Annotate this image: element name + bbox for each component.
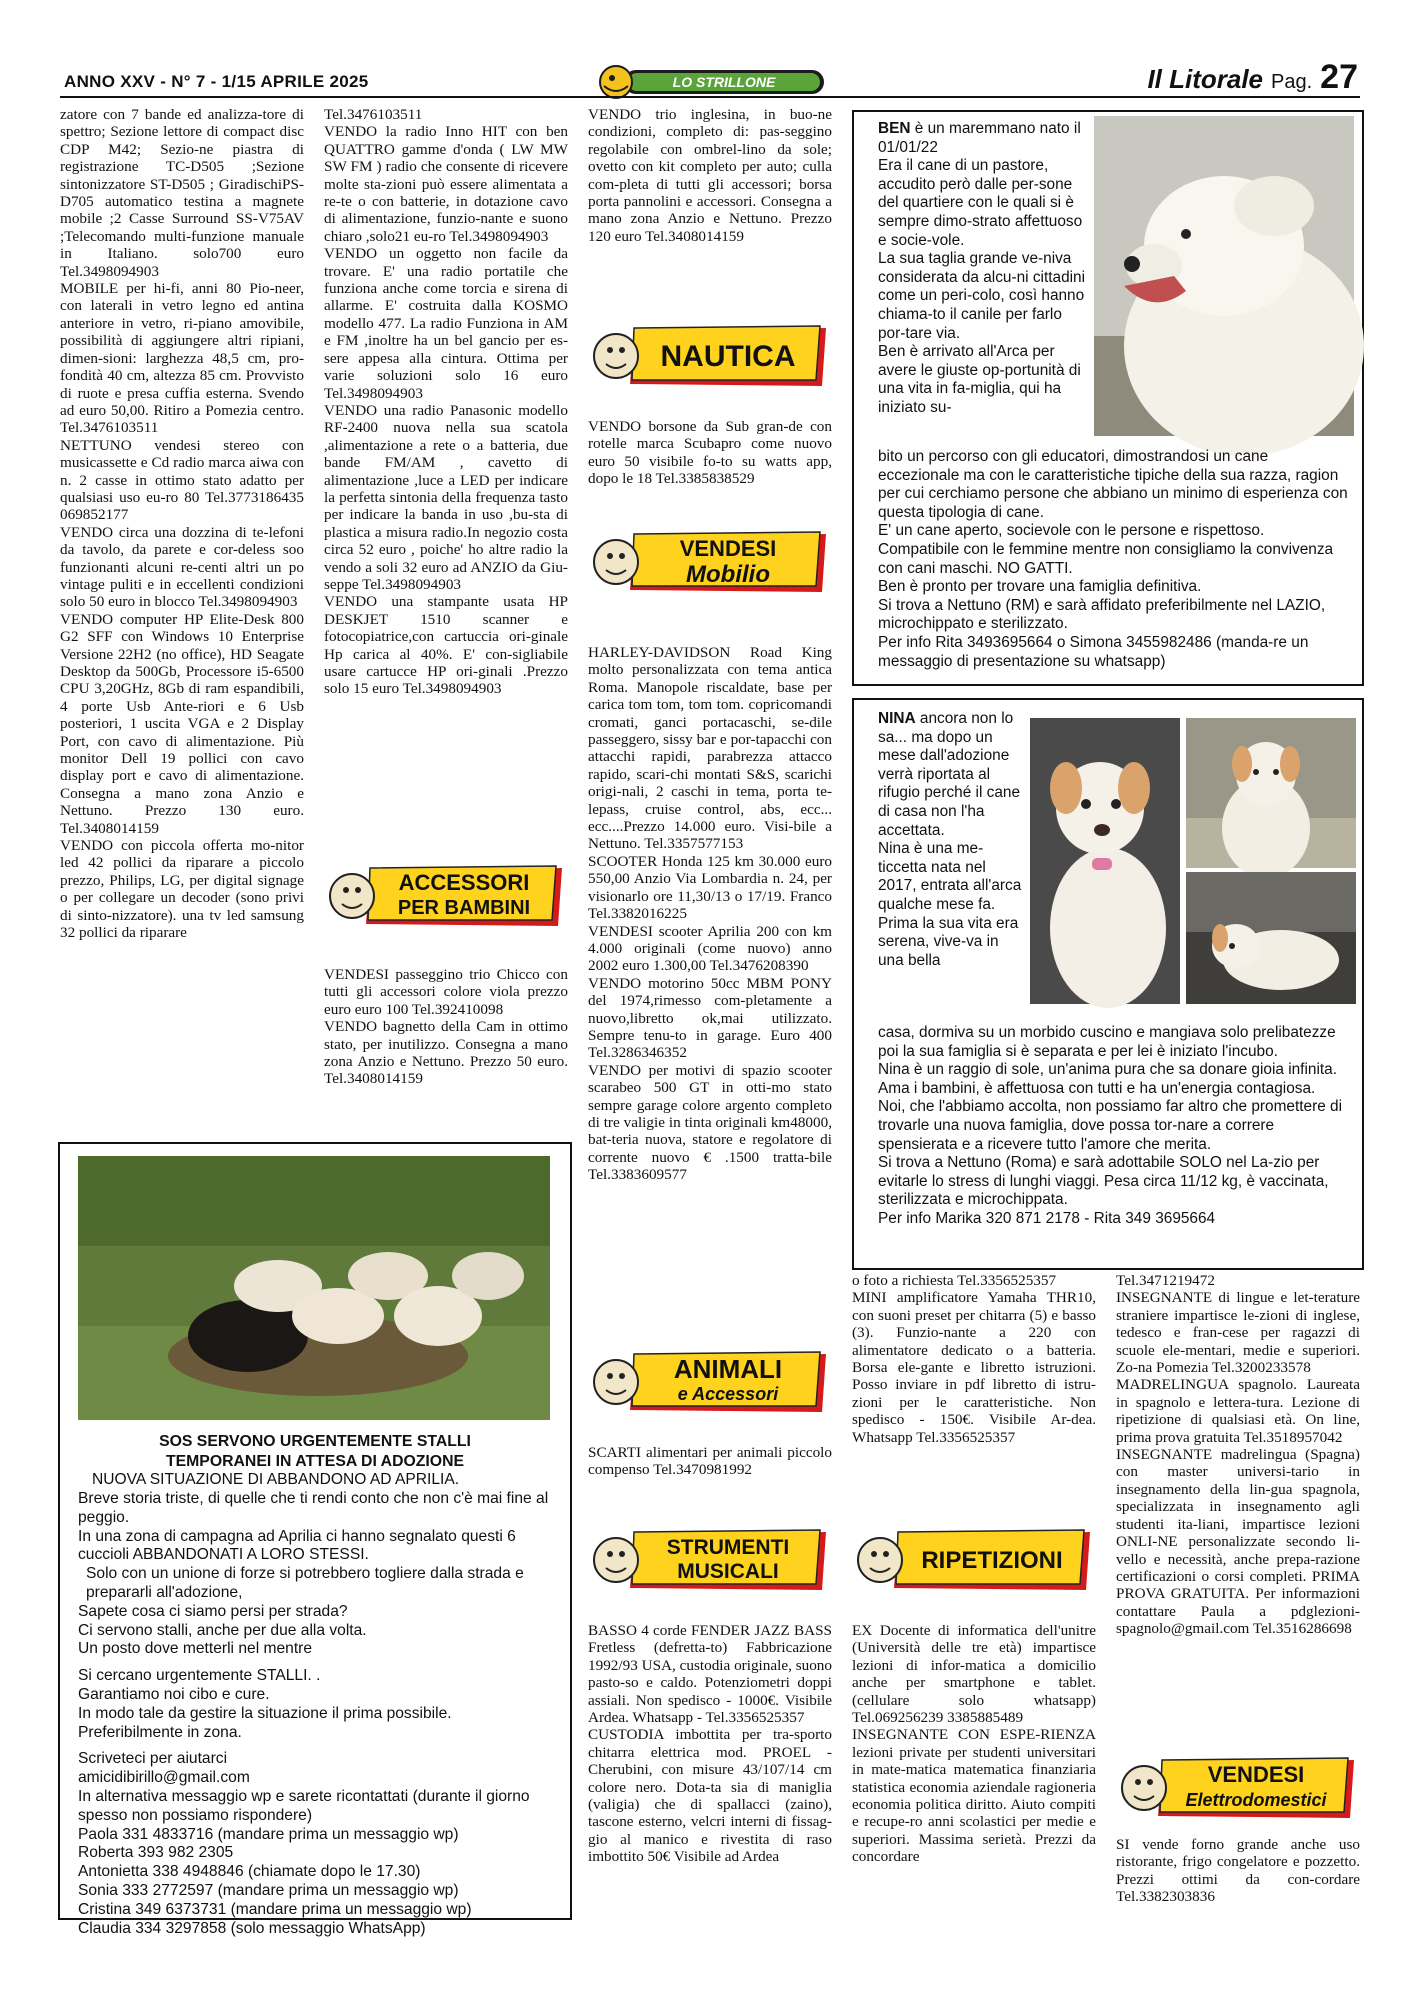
sos-contact: Antonietta 338 4948846 (chiamate dopo le 17.30) xyxy=(78,1863,421,1881)
ad-text: EX Docente di informatica dell'unitre (Università delle tre età) impartisce lezioni di infor-matica a domicilio anche per smartphone e tablet. (cellulare solo whatsapp) Tel.069256239 3385885489 xyxy=(852,1622,1096,1727)
ben-intro: è un maremmano nato il 01/01/22 xyxy=(878,120,1081,156)
ad-text: VENDO con piccola offerta mo-nitor led 42 pollici da riparare a piccolo prezzo, Philips, LG, per digital signage o per collegare un decoder (sono privi di sinto-nizzatore). una tv led samsung 32 pollici da riparare xyxy=(60,837,304,942)
sos-line: Sapete cosa ci siamo persi per strada? xyxy=(78,1602,348,1620)
dog-photo-icon xyxy=(1030,718,1180,1004)
nina-photo-bottom-right xyxy=(1186,872,1356,1004)
ben-contact: Per info Rita 3493695664 o Simona 3455982486 (manda-re un messaggio di presentazione su whatsapp) xyxy=(878,633,1309,670)
banner-label: PER BAMBINI xyxy=(397,897,531,919)
sos-line: In modo tale da gestire la situazione il prima possibile. xyxy=(78,1704,452,1722)
banner-label: Mobilio xyxy=(686,561,770,588)
sos-line: In alternativa messaggio wp e sarete ricontattati (durante il giorno spesso non possiamo rispondere) xyxy=(78,1787,530,1824)
dog-photo-icon xyxy=(1186,718,1356,868)
sos-text xyxy=(78,1432,552,1938)
nina-name: NINA xyxy=(878,710,916,727)
sos-email: amicidibirillo@gmail.com xyxy=(78,1769,250,1787)
ben-paragraph: bito un percorso con gli educatori, dimostrandosi un cane eccezionale ma con le caratteristiche tipiche della sua razza, ragion per cui cerchiamo persone che abbiano un minimo di esperienza con questa tipologia di cane. xyxy=(878,448,1348,521)
ad-text: NETTUNO vendesi stereo con musicassette e Cd radio marca aiwa con n. 2 casse in ottimo stato adatto per qualsiasi uso eu-ro 80 Tel.3773186435 069852177 xyxy=(60,436,304,524)
ben-paragraph: Si trova a Nettuno (RM) e sarà affidato preferibilmente nel LAZIO, microchippato e sterilizzato. xyxy=(878,596,1326,633)
banner-label: STRUMENTI xyxy=(666,1536,790,1559)
nina-text-narrow xyxy=(878,710,1024,970)
sos-line: Garantiamo noi cibo e cure. xyxy=(78,1685,270,1703)
banner-accessori-bambini xyxy=(326,862,566,932)
sos-line: Un posto dove metterli nel mentre xyxy=(78,1640,313,1658)
ben-paragraph: Ben è pronto per trovare una famiglia definitiva. xyxy=(878,578,1202,596)
sos-contact: Claudia 334 3297858 (solo messaggio WhatsApp) xyxy=(78,1919,426,1937)
page-label: Pag. xyxy=(1271,71,1313,93)
ad-text: INSEGNANTE CON ESPE-RIENZA lezioni private per studenti universitari in mate-matica matematica finanziaria statistica economia aziendale ragioneria economia politica diritto. Aiuto compiti e recupe-ro anni scolastici per medie e superiori. Massima serietà. Prezzi da concordare xyxy=(852,1726,1096,1866)
ad-text: VENDO bagnetto della Cam in ottimo stato, per inutilizzo. Consegna a mano zona Anzio e Nettuno. Prezzo 50 euro. Tel.3408014159 xyxy=(324,1018,568,1088)
banner-label: ACCESSORI xyxy=(398,870,530,895)
sos-contact: Cristina 349 6373731 (mandare prima un messaggio wp) xyxy=(78,1900,472,1918)
ad-text: SI vende forno grande anche uso ristorante, frigo congelatore e pozzetto. Prezzi ottimi da con-cordare Tel.3382303836 xyxy=(1116,1836,1360,1906)
nina-contact: Per info Marika 320 871 2178 - Rita 349 3695664 xyxy=(878,1209,1216,1227)
ad-text: zatore con 7 bande ed analizza-tore di spettro; Sezione lettore di compact disc CDP M42; Sezio-ne piastra di registrazione TC-D505 ;Sezione sintonizzatore ST-D505 ; GiradischiPS-D705 automatico testina a magnete mobile ;2 Casse Surround SS-V75AV ;Telecomando multi-funzione manuale in Italiano. solo700 euro Tel.3498094903 xyxy=(60,106,304,280)
sos-contact: Roberta 393 982 2305 xyxy=(78,1844,234,1862)
column-5-elettro xyxy=(1116,1836,1360,1916)
sos-contact: Paola 331 4833716 (mandare prima un messaggio wp) xyxy=(78,1825,459,1843)
ad-text: Tel.3476103511 xyxy=(324,106,423,123)
logo-text: LO STRILLONE xyxy=(672,74,776,90)
ad-text: MADRELINGUA spagnolo. Laureata in spagnolo e lettera-tura. Lezione di ripetizione di qualsiasi età. On line, prima prova gratuita Tel.3518957042 xyxy=(1116,1376,1360,1446)
nina-paragraph: Nina è un raggio di sole, un'anima pura che sa donare gioia infinita. Ama i bambini, è affettuosa con tutti e ha un'energia contagiosa. xyxy=(878,1061,1337,1097)
sos-line: Preferibilmente in zona. xyxy=(78,1723,242,1741)
banner-label: ANIMALI xyxy=(673,1354,783,1384)
issue-line: ANNO XXV - N° 7 - 1/15 APRILE 2025 xyxy=(64,72,369,91)
banner-ripetizioni xyxy=(854,1526,1094,1596)
ad-text: VENDO trio inglesina, in buo-ne condizioni, completo di: pas-seggino regolabile con ombrel-lino da sole; ovetto con kit completo per auto; culla com-pleta di tutti gli accessori; borsa porta pannolini e accessori. Consegna a mano zona Anzio e Nettuno. Prezzo 120 euro Tel.3408014159 xyxy=(588,106,832,245)
ben-photo xyxy=(1094,116,1354,436)
ad-text: MINI amplificatore Yamaha THR10, con suoni preset per chitarra (5) e basso (3). Funzio-nante a 220 con alimentatore dedicato o a batteria. Borsa ele-gante e libretto istruzioni. Posso inviare in pdf libretto di istru-zioni per le caratteristiche. Non spedisco - 150€. Visibile Ar-dea. Whatsapp Tel.3356525357 xyxy=(852,1289,1096,1446)
ad-text: VENDO un oggetto non facile da trovare. E' una radio portatile che funziona anche come torcia e sirena di allarme. E' costruita dalla KOSMO modello 477. La radio Funziona in AM e FM ,inoltre ha un bel gancio per es-sere appesa alla cintura. Ottima per varie soluzioni solo 16 euro Tel.3498094903 xyxy=(324,245,568,402)
banner-label: VENDESI xyxy=(679,536,777,561)
nina-paragraph: Noi, che l'abbiamo accolta, non possiamo far altro che promettere di trovarle una nuova famiglia, dove possa tor-nare a correre spensierata e a ricevere tutto l'amore che merita. xyxy=(878,1098,1343,1153)
column-4-ripetizioni xyxy=(852,1622,1096,1962)
ben-adoption-box xyxy=(852,110,1364,686)
ben-paragraph: La sua taglia grande ve-niva considerata da alcu-ni cittadini come un peri-colo, così hanno chiama-to il canile per farlo por-tare via. xyxy=(878,250,1086,342)
banner-label: Elettrodomestici xyxy=(1185,1790,1327,1810)
banner-vendesi-mobilio xyxy=(590,528,830,598)
sos-line: In una zona di campagna ad Aprilia ci hanno segnalato questi 6 cuccioli ABBANDONATI A LORO STESSI. xyxy=(78,1527,516,1564)
header-rule xyxy=(60,96,1360,98)
column-3-nautica xyxy=(588,418,832,508)
banner-label: e Accessori xyxy=(677,1384,779,1404)
banner-label: NAUTICA xyxy=(660,340,796,373)
ben-paragraph: E' un cane aperto, socievole con le persone e rispettoso. Compatibile con le femmine mentre non consigliamo la convivenza con cani maschi. NO GATTI. xyxy=(878,522,1334,577)
banner-strumenti-musicali xyxy=(590,1526,830,1596)
dog-photo-icon xyxy=(1094,116,1354,436)
ben-name: BEN xyxy=(878,120,911,137)
banner-animali xyxy=(590,1348,830,1418)
nina-photo-top-right xyxy=(1186,718,1356,868)
nina-intro: ancora non lo sa... ma dopo un mese dall'adozione verrà riportata al rifugio perché il cane di casa non l'ha accettata. xyxy=(878,710,1021,839)
ad-text: VENDO la radio Inno HIT con ben QUATTRO gamme d'onda ( LW MW SW FM ) radio che consente di ricevere molte sta-zioni può essere alimentata a re-te o con batterie, in dotazione cavo di alimentazione, funzio-nante e suono chiaro ,solo21 eu-ro Tel.3498094903 xyxy=(324,123,568,245)
banner-nautica xyxy=(590,322,830,392)
nina-paragraph: casa, dormiva su un morbido cuscino e mangiava solo prelibatezze poi la sua famiglia si è separata e per lei è iniziato l'incubo. xyxy=(878,1024,1336,1060)
sos-title: TEMPORANEI IN ATTESA DI ADOZIONE xyxy=(165,1452,465,1470)
sos-line: Si cercano urgentemente STALLI. . xyxy=(78,1667,321,1685)
nina-text-wide xyxy=(878,1024,1348,1229)
ad-text: VENDO circa una dozzina di te-lefoni da tavolo, da parete e cor-deless soo funzionanti alcuni re-centi altri un po vintage puliti e in eccellenti condizioni solo 50 euro in blocco Tel.3498094903 xyxy=(60,523,304,611)
ad-text: Tel.3471219472 xyxy=(1116,1272,1215,1289)
column-2 xyxy=(324,106,568,848)
ad-text: SCARTI alimentari per animali piccolo compenso Tel.3470981992 xyxy=(588,1444,832,1479)
sos-line: NUOVA SITUAZIONE DI ABBANDONO AD APRILIA. xyxy=(92,1471,460,1489)
banner-label: VENDESI xyxy=(1207,1762,1305,1787)
banner-vendesi-elettrodomestici xyxy=(1118,1754,1358,1824)
column-3-strumenti xyxy=(588,1622,832,1962)
ben-text-wide xyxy=(878,448,1348,671)
ad-text: o foto a richiesta Tel.3356525357 xyxy=(852,1272,1057,1289)
sos-contact: Sonia 333 2772597 (mandare prima un messaggio wp) xyxy=(78,1881,459,1899)
ad-text: VENDESI passeggino trio Chicco con tutti gli accessori colore viola prezzo euro euro 100 Tel.392410098 xyxy=(324,966,568,1018)
ad-text: INSEGNANTE madrelingua (Spagna) con master universi-tario in insegnamento della lin-gua spagnola, specializzata in insegnamento agli studenti ita-liani, impartisce lezioni ONLI-NE personalizzate secondo li-vello e necessità, anche prepa-razione certificazioni o corsi completi. PRIMA PROVA GRATUITA. Per informazioni contattare Paula a pdglezioni-spagnolo@gmail.com Tel.3516286698 xyxy=(1116,1446,1360,1638)
ad-text: VENDESI scooter Aprilia 200 con km 4.000 originali (come nuovo) anno 2002 euro 1.300,00 Tel.3476208390 xyxy=(588,922,832,975)
ad-text: VENDO motorino 50cc MBM PONY del 1974,rimesso com-pletamente a nuovo,libretto ok,mai utilizzato. Sempre tenu-to in garage. Euro 400 Tel.3286346352 xyxy=(588,974,832,1062)
ben-paragraph: Era il cane di un pastore, accudito però dalle per-sone del quartiere con le quali si è sempre dimo-strato affettuoso e socie-vole. xyxy=(878,157,1083,249)
column-3-animali xyxy=(588,1444,832,1504)
page-number: 27 xyxy=(1320,58,1358,96)
banner-label: MUSICALI xyxy=(677,1560,779,1583)
sos-line: Breve storia triste, di quelle che ti rendi conto che non c'è mai fine al peggio. xyxy=(78,1489,549,1526)
column-4-top xyxy=(852,1272,1096,1494)
ad-text: VENDO per motivi di spazio scooter scarabeo 500 GT in otti-mo stato sempre garage colore argento completo di tre valigie in tinta originali km48000, bat-teria nuova, statore e regolatore di corrente nuovo € .1500 tratta-bile Tel.3383609577 xyxy=(588,1061,832,1184)
column-5-top xyxy=(1116,1272,1360,1732)
ad-text: VENDO una radio Panasonic modello RF-2400 nuova nella sua scatola ,alimentazione a rete o a batteria, due bande FM/AM , cavetto di alimentazione ,luce a LED per indicare la perfetta sintonia della frequenza tasto per indicare la banda in uso ,bu-sta di plastica a misura radio.In negozio costa circa 52 euro , poiche' ho altre radio la vendo a soli 32 euro ad ANZIO da Giu-seppe Tel.3498094903 xyxy=(324,401,568,593)
sos-line: Ci servono stalli, anche per due alla volta. xyxy=(78,1621,367,1639)
paper-name: Il Litorale xyxy=(1147,64,1264,94)
ad-text: VENDO computer HP Elite-Desk 800 G2 SFF con Windows 10 Enterprise Versione 22H2 (no office), HD Seagate Desktop da 500Gb, Processore i5-6500 CPU 3,20GHz, 8Gb di ram espandibili, 4 porte Usb Ante-riori e 6 Usb posteriori, 1 uscita VGA e 2 Display Port, con cavo di alimentazione. Più monitor Dell 19 pollici con cavo display port e cavo di alimentazione. Consegna a mano zona Anzio e Nettuno. Prezzo 130 euro. Tel.3408014159 xyxy=(60,610,304,837)
nina-paragraph: Prima la sua vita era serena, vive-va in una bella xyxy=(878,914,1019,969)
ad-text: MOBILE per hi-fi, anni 80 Pio-neer, con laterali in vetro legno ed antina anteriore in vetro, ri-piano amovibile, possibilità di aggiungere altri ripiani, dimen-sioni: larghezza 48,5 cm, pro-fondità 40 cm, altezza 85 cm. Provvisto di ruote e presa cuffia esterna. Svendo ad euro 50,00. Ritiro a Pomezia centro. Tel.3476103511 xyxy=(60,280,304,437)
ad-text: CUSTODIA imbottita per tra-sporto chitarra elettrica mod. PROEL - Cherubini, con misure 43/107/14 cm colore nero. Dota-ta sia di maniglia (valigia) che di spallacci (zaino), tascone esterno, velcri interni di fissag-gio al manico e rivestita di raso imbottito 50€ Visibile ad Ardea xyxy=(588,1726,832,1866)
banner-label: RIPETIZIONI xyxy=(921,1547,1063,1574)
sos-line: Scriveteci per aiutarci xyxy=(78,1750,228,1768)
nina-photo-main xyxy=(1030,718,1180,1004)
ad-text: INSEGNANTE di lingue e let-terature straniere impartisce le-zioni di inglese, tedesco e fran-cese per ragazzi di scuole ele-mentari, medie e superiori. Zo-na Pomezia Tel.3200233578 xyxy=(1116,1289,1360,1377)
ad-text: BASSO 4 corde FENDER JAZZ BASS Fretless (defretta-to) Fabbricazione 1992/93 USA, custodia originale, suono pasto-so e caldo. Potenziometri doppi assiali. Non spedisco - 1000€. Visibile Ardea. Whatsapp - Tel.3356525357 xyxy=(588,1622,832,1727)
ad-text: VENDO una stampante usata HP DESKJET 1510 scanner e fotocopiatrice,con cartuccia ori-ginale Hp carica al 40%. E' con-sigliabile usare cartucce HP ori-ginali .Prezzo solo 15 euro Tel.3498094903 xyxy=(324,593,568,698)
nina-paragraph: Si trova a Nettuno (Roma) e sarà adottabile SOLO nel La-zio per evitarle lo stress di lunghi viaggi. Pesa circa 11/12 kg, è vaccinata, sterilizzata e microchippata. xyxy=(878,1154,1329,1209)
column-1 xyxy=(60,106,304,1132)
dog-photo-icon xyxy=(1186,872,1356,1004)
ad-text: VENDO borsone da Sub gran-de con rotelle marca Scubapro come nuovo euro 50 visibile fo-to su watts app, dopo le 18 Tel.3385838529 xyxy=(588,418,832,488)
ad-text: SCOOTER Honda 125 km 30.000 euro 550,00 Anzio Via Lombardia n. 24, per visionarlo ore 11,30/13 o 17/19. Franco Tel.3382016225 xyxy=(588,852,832,923)
nina-paragraph: Nina è una me-ticcetta nata nel 2017, entrata all'arca qualche mese fa. xyxy=(878,840,1022,913)
ben-paragraph: Ben è arrivato all'Arca per avere le giuste op-portunità di una vita in fa-miglia, qui ha iniziato su- xyxy=(878,343,1081,416)
column-2-bottom xyxy=(324,966,568,1136)
sos-title: SOS SERVONO URGENTEMENTE STALLI xyxy=(159,1433,471,1450)
sos-line: Solo con un unione di forze si potrebbero togliere dalla strada e prepararli all'adozione, xyxy=(86,1565,524,1601)
sos-puppies-box xyxy=(58,1142,572,1937)
nina-adoption-box xyxy=(852,698,1364,1270)
ad-text: HARLEY-DAVIDSON Road King molto personalizzata con tema antica Roma. Manopole riscaldate, base per carica tom tom, tom tom. copricomandi cromati, ganci portacaschi, se-dile passeggero, sissy bar e por-tapacchi con attacchi rapidi, parabrezza attacco rapido, scari-chi montati S&S, scarichi origi-nali, 2 caschi in tema, porta te-lepass, cruise control, abs, ecc... ecc....Prezzo 14.000 euro. Visi-bile a Nettuno. Tel.3357577153 xyxy=(588,644,832,853)
column-3-motori xyxy=(588,644,832,1234)
ben-text-narrow xyxy=(878,120,1090,418)
column-3-top xyxy=(588,106,832,306)
puppies-photo xyxy=(78,1156,550,1420)
header-right xyxy=(1147,58,1358,97)
puppies-photo-icon xyxy=(78,1156,550,1420)
